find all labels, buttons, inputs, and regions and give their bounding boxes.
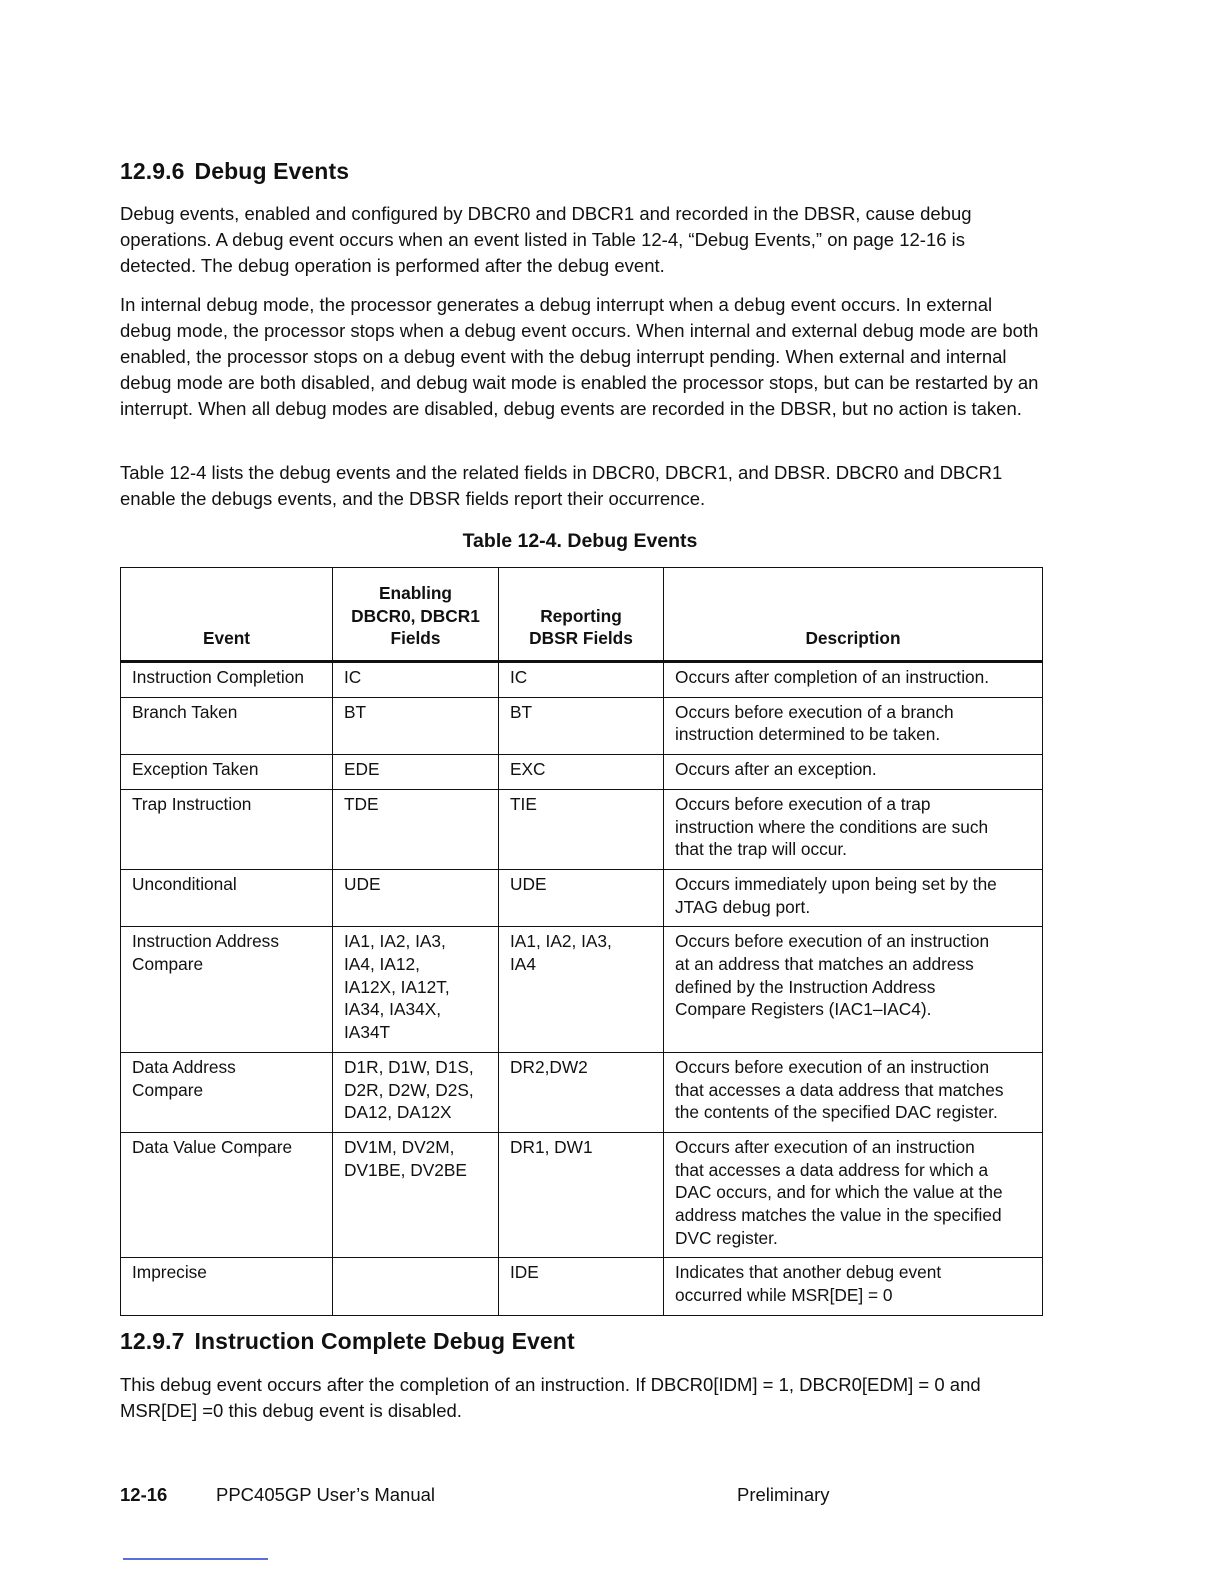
cell-line: IC xyxy=(344,667,362,687)
header-enabling: Enabling DBCR0, DBCR1 Fields xyxy=(333,568,499,662)
cell-reporting xyxy=(499,927,664,1053)
footer-status: Preliminary xyxy=(737,1484,830,1505)
cell-enabling xyxy=(333,1258,499,1315)
cell-line: IDE xyxy=(510,1262,539,1283)
cell-line: that accesses a data address that matches xyxy=(675,1079,1004,1100)
table-row xyxy=(121,697,1043,754)
cell-line: Occurs before execution of an instruction xyxy=(675,1056,990,1077)
paragraph-instruction-complete: This debug event occurs after the completion of an instruction. If DBCR0[IDM] = 1, DBCR0[EDM] = 0 and MSR[DE] =0 this debug event is disabled. xyxy=(120,1374,981,1421)
cell-enabling xyxy=(333,697,499,754)
cell-event xyxy=(121,755,333,790)
table-row xyxy=(121,755,1043,790)
cell-line: IA12X, IA12T, xyxy=(344,976,450,997)
cell-line: Occurs after completion of an instruction. xyxy=(675,667,990,687)
section-heading-debug-events xyxy=(120,158,349,185)
cell-enabling xyxy=(333,869,499,926)
cell-reporting xyxy=(499,1258,664,1315)
cell-line: Compare xyxy=(132,1079,204,1100)
cell-line: D2R, D2W, D2S, xyxy=(344,1079,474,1100)
cell-line: DV1BE, DV2BE xyxy=(344,1159,467,1180)
cell-line: that accesses a data address for which a xyxy=(675,1159,989,1180)
cell-line: that the trap will occur. xyxy=(675,839,847,860)
cell-line: occurred while MSR[DE] = 0 xyxy=(675,1285,893,1306)
cell-line: DAC occurs, and for which the value at the xyxy=(675,1182,1003,1203)
table-row xyxy=(121,869,1043,926)
header-description: Description xyxy=(664,568,1043,662)
section-number: 12.9.6 xyxy=(120,158,185,184)
section-heading-instruction-complete xyxy=(120,1328,575,1355)
debug-events-table xyxy=(120,567,1043,1316)
cell-line: IA34, IA34X, xyxy=(344,999,442,1020)
cell-reporting xyxy=(499,697,664,754)
cell-line: Branch Taken xyxy=(132,701,238,722)
cell-line: Occurs immediately upon being set by the xyxy=(675,873,997,894)
cell-line: Data Address xyxy=(132,1056,236,1077)
cell-line: EXC xyxy=(510,759,546,780)
paragraph-intro: Debug events, enabled and configured by DBCR0 and DBCR1 and recorded in the DBSR, cause debug operations. A debug event occurs when an event listed in Table 12-4, “Debug Events,” on page 12-16 is detected. The debug operation is performed after the debug event. xyxy=(120,203,972,276)
cell-line: the contents of the specified DAC register. xyxy=(675,1102,998,1123)
cell-reporting xyxy=(499,1052,664,1132)
cell-line: Indicates that another debug event xyxy=(675,1262,942,1283)
table-row xyxy=(121,789,1043,869)
paragraph-table-intro: Table 12-4 lists the debug events and the related fields in DBCR0, DBCR1, and DBSR. DBCR0 and DBCR1 enable the debugs events, and the DBSR fields report their occurrence. xyxy=(120,462,1003,509)
paragraph-debug-modes: In internal debug mode, the processor generates a debug interrupt when a debug event occurs. In external debug mode, the processor stops when a debug event occurs. When internal and external debug mode are both enabled, the processor stops on a debug event with the debug interrupt pending. When external and internal debug mode are both disabled, and debug wait mode is enabled the processor stops, but can be restarted by an interrupt. When all debug modes are disabled, debug events are recorded in the DBSR, but no action is taken. xyxy=(120,294,1039,419)
cell-description xyxy=(664,697,1043,754)
section-title: Instruction Complete Debug Event xyxy=(194,1328,575,1354)
cell-reporting xyxy=(499,662,664,698)
table-header-row xyxy=(121,568,1043,662)
cell-line: Compare xyxy=(132,954,204,975)
cell-line: TDE xyxy=(344,793,379,814)
cell-event xyxy=(121,697,333,754)
cell-line: instruction determined to be taken. xyxy=(675,724,941,745)
cell-line: instruction where the conditions are such xyxy=(675,816,989,837)
cell-line: JTAG debug port. xyxy=(675,896,811,917)
table-row xyxy=(121,1258,1043,1315)
cell-line: UDE xyxy=(510,873,547,894)
cell-line: Data Value Compare xyxy=(132,1136,293,1157)
cell-line: DR1, DW1 xyxy=(510,1136,593,1157)
cell-enabling xyxy=(333,662,499,698)
table-row xyxy=(121,1052,1043,1132)
cell-event xyxy=(121,869,333,926)
cell-line: DR2,DW2 xyxy=(510,1056,588,1077)
cell-line: D1R, D1W, D1S, xyxy=(344,1056,474,1077)
cell-reporting xyxy=(499,789,664,869)
table-row xyxy=(121,662,1043,698)
cell-description xyxy=(664,1258,1043,1315)
cell-event xyxy=(121,1258,333,1315)
cell-line: Occurs before execution of a trap xyxy=(675,793,931,814)
cell-enabling xyxy=(333,927,499,1053)
cell-line: IA34T xyxy=(344,1022,391,1043)
cell-description xyxy=(664,869,1043,926)
cell-reporting xyxy=(499,1132,664,1258)
header-event: Event xyxy=(121,568,333,662)
cell-line: BT xyxy=(344,701,367,722)
cell-description xyxy=(664,662,1043,698)
cell-line: IA4 xyxy=(510,954,536,975)
cell-enabling xyxy=(333,1132,499,1258)
cell-description xyxy=(664,1052,1043,1132)
cell-reporting xyxy=(499,869,664,926)
cell-line: Occurs before execution of a branch xyxy=(675,701,954,722)
cell-line: address matches the value in the specified xyxy=(675,1205,1002,1226)
table-caption: Table 12-4. Debug Events xyxy=(462,530,698,552)
section-title: Debug Events xyxy=(194,158,350,184)
cell-description xyxy=(664,927,1043,1053)
cell-line: Occurs before execution of an instruction xyxy=(675,931,990,952)
footer-rule xyxy=(123,1558,268,1560)
cell-line: IA1, IA2, IA3, xyxy=(510,931,612,952)
cell-line: DVC register. xyxy=(675,1227,778,1248)
cell-description xyxy=(664,755,1043,790)
cell-line: Exception Taken xyxy=(132,759,259,780)
header-reporting: Reporting DBSR Fields xyxy=(499,568,664,662)
cell-line: Compare Registers (IAC1–IAC4). xyxy=(675,999,932,1020)
cell-event xyxy=(121,789,333,869)
cell-line: DV1M, DV2M, xyxy=(344,1136,455,1157)
cell-description xyxy=(664,1132,1043,1258)
cell-event xyxy=(121,1052,333,1132)
cell-line: EDE xyxy=(344,759,380,780)
cell-line: UDE xyxy=(344,873,381,894)
cell-enabling xyxy=(333,1052,499,1132)
cell-event xyxy=(121,662,333,698)
cell-line: Unconditional xyxy=(132,873,237,894)
table-row xyxy=(121,927,1043,1053)
cell-enabling xyxy=(333,755,499,790)
cell-line: Trap Instruction xyxy=(132,793,252,814)
cell-description xyxy=(664,789,1043,869)
cell-line: IA1, IA2, IA3, xyxy=(344,931,446,952)
footer-manual-title: PPC405GP User’s Manual xyxy=(216,1484,436,1505)
table-row xyxy=(121,1132,1043,1258)
cell-line: IA4, IA12, xyxy=(344,954,420,975)
cell-line: Imprecise xyxy=(132,1262,207,1283)
cell-line: TIE xyxy=(510,793,537,814)
cell-line: at an address that matches an address xyxy=(675,954,974,975)
cell-event xyxy=(121,927,333,1053)
cell-line: Occurs after an exception. xyxy=(675,759,877,780)
cell-reporting xyxy=(499,755,664,790)
cell-line: Occurs after execution of an instruction xyxy=(675,1136,975,1157)
section-number: 12.9.7 xyxy=(120,1328,185,1354)
cell-line: BT xyxy=(510,701,533,722)
cell-line: Instruction Completion xyxy=(132,667,304,687)
cell-enabling xyxy=(333,789,499,869)
cell-line: DA12, DA12X xyxy=(344,1102,452,1123)
cell-line: Instruction Address xyxy=(132,931,279,952)
cell-line: defined by the Instruction Address xyxy=(675,976,936,997)
footer-page-number: 12-16 xyxy=(120,1484,168,1505)
cell-event xyxy=(121,1132,333,1258)
cell-line: IC xyxy=(510,667,528,687)
